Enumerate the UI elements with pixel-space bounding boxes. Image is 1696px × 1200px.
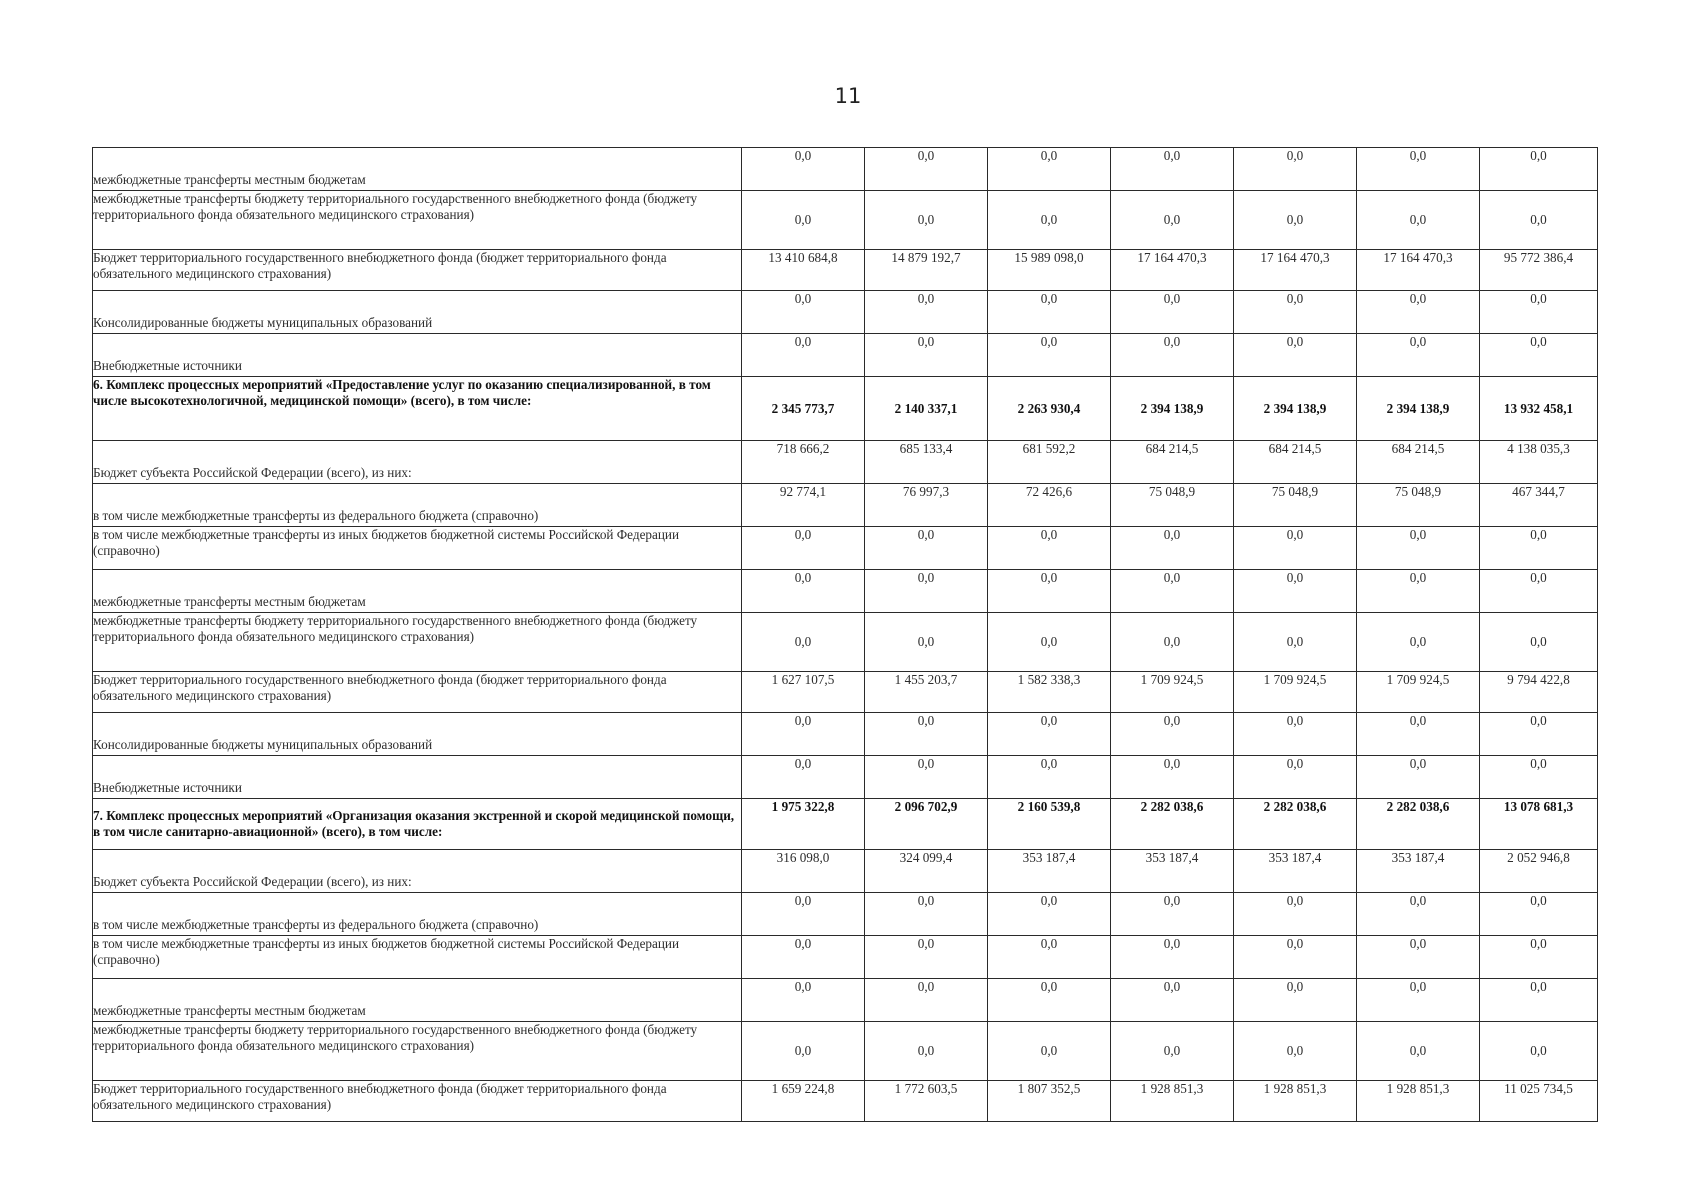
row-label-cell: Бюджет территориального государственного внебюджетного фонда (бюджет территориального фонда обязательного медицинского страхования) [93,1081,742,1122]
table-row [93,1022,1598,1081]
year-value-cell: 0,0 [1111,756,1234,799]
year-value-cell: 0,0 [865,191,988,250]
total-value-cell: 0,0 [1480,291,1598,334]
year-value-cell: 0,0 [1111,191,1234,250]
row-label-cell: Консолидированные бюджеты муниципальных образований [93,291,742,334]
total-value-cell: 0,0 [1480,979,1598,1022]
year-value-cell: 0,0 [1234,979,1357,1022]
year-value-cell: 2 160 539,8 [988,799,1111,850]
year-value-cell: 0,0 [1111,979,1234,1022]
year-value-cell: 0,0 [988,936,1111,979]
year-value-cell: 0,0 [742,713,865,756]
year-value-cell: 0,0 [742,756,865,799]
year-value-cell: 2 096 702,9 [865,799,988,850]
year-value-cell: 0,0 [1234,713,1357,756]
year-value-cell: 0,0 [1357,527,1480,570]
budget-table [92,147,1598,1122]
year-value-cell: 0,0 [742,191,865,250]
year-value-cell: 0,0 [988,1022,1111,1081]
year-value-cell: 0,0 [865,1022,988,1081]
year-value-cell: 0,0 [1357,713,1480,756]
total-value-cell: 11 025 734,5 [1480,1081,1598,1122]
year-value-cell: 0,0 [1357,291,1480,334]
year-value-cell: 0,0 [865,713,988,756]
year-value-cell: 0,0 [742,148,865,191]
row-label-cell: межбюджетные трансферты бюджету территориального государственного внебюджетного фонда (бюджету территориального фонда обязательного медицинского страхования) [93,613,742,672]
year-value-cell: 0,0 [742,527,865,570]
year-value-cell: 0,0 [1234,148,1357,191]
year-value-cell: 353 187,4 [1111,850,1234,893]
year-value-cell: 0,0 [988,527,1111,570]
year-value-cell: 92 774,1 [742,484,865,527]
year-value-cell: 0,0 [988,979,1111,1022]
row-label-cell: межбюджетные трансферты бюджету территориального государственного внебюджетного фонда (бюджету территориального фонда обязательного медицинского страхования) [93,191,742,250]
total-value-cell: 0,0 [1480,1022,1598,1081]
year-value-cell: 14 879 192,7 [865,250,988,291]
year-value-cell: 2 394 138,9 [1234,377,1357,441]
table-row [93,291,1598,334]
row-label-cell: межбюджетные трансферты бюджету территориального государственного внебюджетного фонда (бюджету территориального фонда обязательного медицинского страхования) [93,1022,742,1081]
year-value-cell: 2 282 038,6 [1234,799,1357,850]
year-value-cell: 1 659 224,8 [742,1081,865,1122]
year-value-cell: 0,0 [1357,148,1480,191]
year-value-cell: 0,0 [865,979,988,1022]
total-value-cell: 0,0 [1480,527,1598,570]
table-row [93,613,1598,672]
row-label-cell: Бюджет субъекта Российской Федерации (всего), из них: [93,441,742,484]
year-value-cell: 0,0 [865,936,988,979]
year-value-cell: 0,0 [865,148,988,191]
year-value-cell: 0,0 [742,979,865,1022]
year-value-cell: 75 048,9 [1357,484,1480,527]
year-value-cell: 0,0 [1111,527,1234,570]
year-value-cell: 0,0 [865,570,988,613]
year-value-cell: 0,0 [1234,756,1357,799]
year-value-cell: 0,0 [1234,613,1357,672]
year-value-cell: 0,0 [1234,893,1357,936]
row-label-cell: в том числе межбюджетные трансферты из федерального бюджета (справочно) [93,893,742,936]
year-value-cell: 1 928 851,3 [1111,1081,1234,1122]
total-value-cell: 0,0 [1480,613,1598,672]
year-value-cell: 72 426,6 [988,484,1111,527]
year-value-cell: 2 394 138,9 [1357,377,1480,441]
year-value-cell: 0,0 [988,893,1111,936]
year-value-cell: 2 282 038,6 [1357,799,1480,850]
section-heading-cell: 7. Комплекс процессных мероприятий «Организация оказания экстренной и скорой медицинской помощи, в том числе санитарно-авиационной» (всего), в том числе: [93,799,742,850]
year-value-cell: 353 187,4 [988,850,1111,893]
table-row [93,979,1598,1022]
year-value-cell: 2 394 138,9 [1111,377,1234,441]
year-value-cell: 2 345 773,7 [742,377,865,441]
year-value-cell: 0,0 [1111,613,1234,672]
total-value-cell: 0,0 [1480,756,1598,799]
row-label-cell: Бюджет субъекта Российской Федерации (всего), из них: [93,850,742,893]
year-value-cell: 0,0 [1234,191,1357,250]
row-label-cell: Бюджет территориального государственного внебюджетного фонда (бюджет территориального фонда обязательного медицинского страхования) [93,672,742,713]
table-row [93,936,1598,979]
year-value-cell: 1 627 107,5 [742,672,865,713]
year-value-cell: 0,0 [988,570,1111,613]
year-value-cell: 0,0 [1234,291,1357,334]
table-row [93,441,1598,484]
year-value-cell: 0,0 [1111,148,1234,191]
year-value-cell: 0,0 [865,613,988,672]
table-row [93,377,1598,441]
year-value-cell: 0,0 [1357,613,1480,672]
total-value-cell: 0,0 [1480,713,1598,756]
year-value-cell: 1 709 924,5 [1111,672,1234,713]
year-value-cell: 353 187,4 [1234,850,1357,893]
table-row [93,250,1598,291]
year-value-cell: 1 928 851,3 [1357,1081,1480,1122]
year-value-cell: 75 048,9 [1111,484,1234,527]
year-value-cell: 0,0 [865,291,988,334]
year-value-cell: 0,0 [988,148,1111,191]
year-value-cell: 0,0 [988,756,1111,799]
year-value-cell: 0,0 [1357,893,1480,936]
total-value-cell: 467 344,7 [1480,484,1598,527]
year-value-cell: 0,0 [1357,191,1480,250]
total-value-cell: 0,0 [1480,570,1598,613]
table-row [93,334,1598,377]
table-row [93,850,1598,893]
year-value-cell: 13 410 684,8 [742,250,865,291]
total-value-cell: 0,0 [1480,893,1598,936]
row-label-cell: в том числе межбюджетные трансферты из иных бюджетов бюджетной системы Российской Федерации (справочно) [93,936,742,979]
year-value-cell: 718 666,2 [742,441,865,484]
year-value-cell: 15 989 098,0 [988,250,1111,291]
table-row [93,799,1598,850]
year-value-cell: 17 164 470,3 [1234,250,1357,291]
year-value-cell: 0,0 [742,893,865,936]
year-value-cell: 0,0 [1357,334,1480,377]
year-value-cell: 76 997,3 [865,484,988,527]
year-value-cell: 2 263 930,4 [988,377,1111,441]
year-value-cell: 0,0 [742,613,865,672]
year-value-cell: 0,0 [1111,570,1234,613]
year-value-cell: 0,0 [1357,1022,1480,1081]
total-value-cell: 0,0 [1480,148,1598,191]
section-heading-cell: 6. Комплекс процессных мероприятий «Предоставление услуг по оказанию специализированной, в том числе высокотехнологичной, медицинской помощи» (всего), в том числе: [93,377,742,441]
page-number: 11 [834,84,862,108]
year-value-cell: 1 807 352,5 [988,1081,1111,1122]
budget-table-body [93,148,1598,1122]
total-value-cell: 95 772 386,4 [1480,250,1598,291]
table-row [93,672,1598,713]
year-value-cell: 0,0 [1111,713,1234,756]
year-value-cell: 0,0 [1111,291,1234,334]
row-label-cell: в том числе межбюджетные трансферты из иных бюджетов бюджетной системы Российской Федерации (справочно) [93,527,742,570]
year-value-cell: 0,0 [1357,979,1480,1022]
total-value-cell: 9 794 422,8 [1480,672,1598,713]
table-row [93,148,1598,191]
year-value-cell: 316 098,0 [742,850,865,893]
table-row [93,191,1598,250]
year-value-cell: 0,0 [988,191,1111,250]
total-value-cell: 0,0 [1480,191,1598,250]
table-row [93,756,1598,799]
year-value-cell: 684 214,5 [1357,441,1480,484]
year-value-cell: 324 099,4 [865,850,988,893]
total-value-cell: 0,0 [1480,334,1598,377]
total-value-cell: 13 078 681,3 [1480,799,1598,850]
total-value-cell: 4 138 035,3 [1480,441,1598,484]
row-label-cell: в том числе межбюджетные трансферты из федерального бюджета (справочно) [93,484,742,527]
row-label-cell: Консолидированные бюджеты муниципальных образований [93,713,742,756]
row-label-cell: межбюджетные трансферты местным бюджетам [93,979,742,1022]
table-row [93,893,1598,936]
year-value-cell: 0,0 [1111,893,1234,936]
year-value-cell: 1 772 603,5 [865,1081,988,1122]
year-value-cell: 0,0 [865,756,988,799]
year-value-cell: 0,0 [988,334,1111,377]
year-value-cell: 0,0 [1234,570,1357,613]
year-value-cell: 0,0 [742,570,865,613]
table-row [93,484,1598,527]
year-value-cell: 0,0 [865,527,988,570]
year-value-cell: 17 164 470,3 [1357,250,1480,291]
total-value-cell: 0,0 [1480,936,1598,979]
year-value-cell: 0,0 [742,334,865,377]
table-row [93,570,1598,613]
year-value-cell: 0,0 [988,613,1111,672]
year-value-cell: 684 214,5 [1111,441,1234,484]
year-value-cell: 1 709 924,5 [1234,672,1357,713]
year-value-cell: 684 214,5 [1234,441,1357,484]
year-value-cell: 681 592,2 [988,441,1111,484]
year-value-cell: 0,0 [1357,936,1480,979]
table-row [93,713,1598,756]
year-value-cell: 0,0 [1111,1022,1234,1081]
year-value-cell: 0,0 [988,291,1111,334]
year-value-cell: 0,0 [1357,570,1480,613]
year-value-cell: 1 928 851,3 [1234,1081,1357,1122]
year-value-cell: 2 282 038,6 [1111,799,1234,850]
year-value-cell: 0,0 [1234,1022,1357,1081]
row-label-cell: межбюджетные трансферты местным бюджетам [93,570,742,613]
row-label-cell: Внебюджетные источники [93,756,742,799]
year-value-cell: 0,0 [1234,334,1357,377]
year-value-cell: 0,0 [988,713,1111,756]
year-value-cell: 1 709 924,5 [1357,672,1480,713]
year-value-cell: 0,0 [742,291,865,334]
row-label-cell: Внебюджетные источники [93,334,742,377]
year-value-cell: 0,0 [1111,334,1234,377]
row-label-cell: межбюджетные трансферты местным бюджетам [93,148,742,191]
year-value-cell: 75 048,9 [1234,484,1357,527]
table-row [93,1081,1598,1122]
year-value-cell: 0,0 [1234,936,1357,979]
year-value-cell: 17 164 470,3 [1111,250,1234,291]
year-value-cell: 2 140 337,1 [865,377,988,441]
row-label-cell: Бюджет территориального государственного внебюджетного фонда (бюджет территориального фонда обязательного медицинского страхования) [93,250,742,291]
year-value-cell: 353 187,4 [1357,850,1480,893]
year-value-cell: 0,0 [865,893,988,936]
total-value-cell: 13 932 458,1 [1480,377,1598,441]
year-value-cell: 0,0 [742,1022,865,1081]
year-value-cell: 0,0 [742,936,865,979]
year-value-cell: 1 455 203,7 [865,672,988,713]
year-value-cell: 0,0 [1234,527,1357,570]
year-value-cell: 685 133,4 [865,441,988,484]
total-value-cell: 2 052 946,8 [1480,850,1598,893]
year-value-cell: 1 582 338,3 [988,672,1111,713]
year-value-cell: 1 975 322,8 [742,799,865,850]
table-row [93,527,1598,570]
year-value-cell: 0,0 [865,334,988,377]
year-value-cell: 0,0 [1111,936,1234,979]
year-value-cell: 0,0 [1357,756,1480,799]
